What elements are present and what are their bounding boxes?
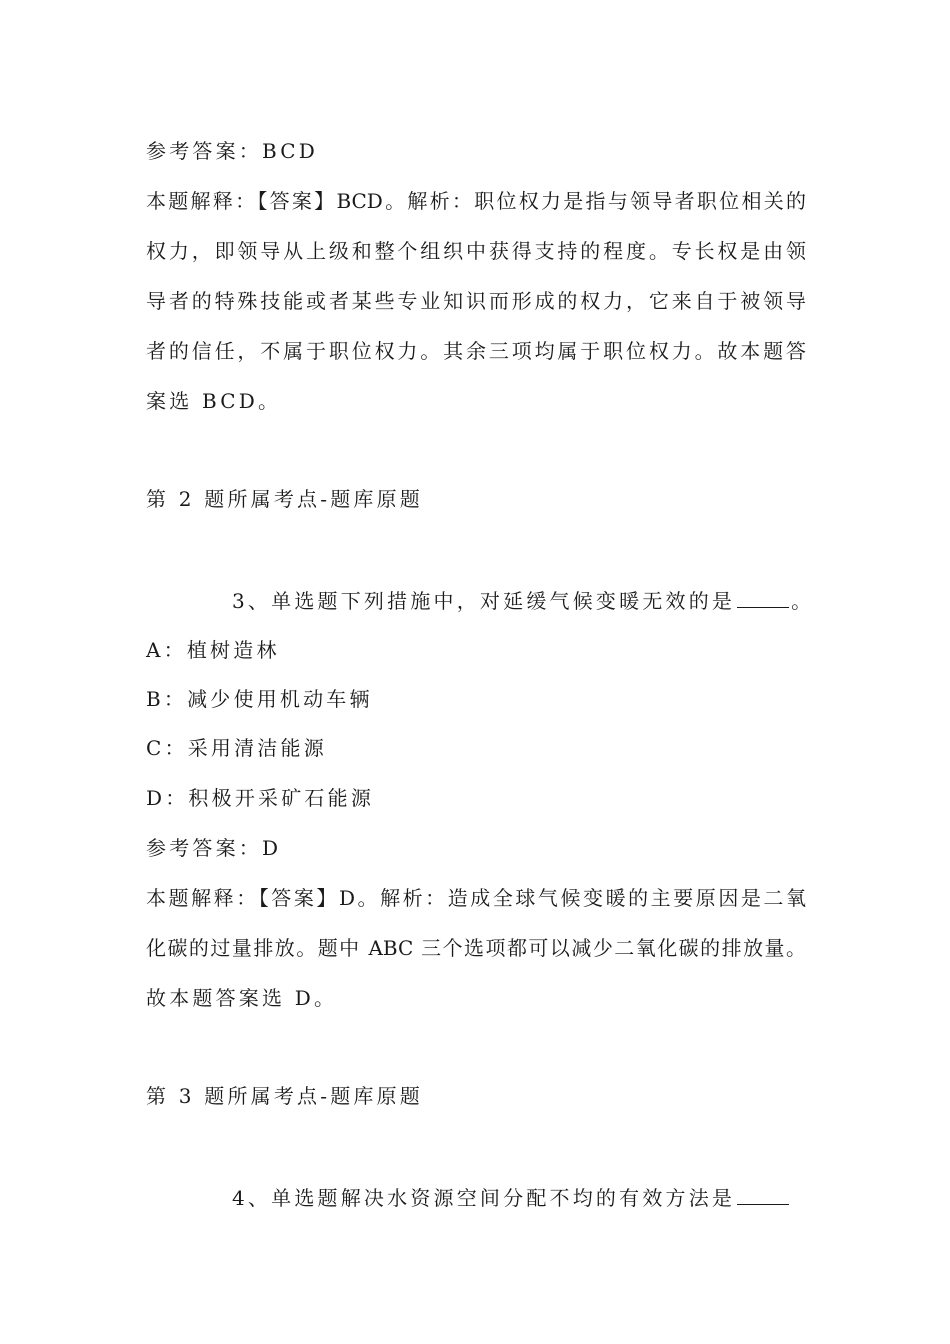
q2-explanation-line-2: 权力，即领导从上级和整个组织中获得支持的程度。专长权是由领 (146, 239, 806, 263)
q3-topic: 第 3 题所属考点-题库原题 (146, 1084, 423, 1108)
q2-answer: 参考答案：BCD (146, 139, 319, 163)
q3-stem-end: 。 (791, 589, 815, 613)
q2-explanation-line-5: 案选 BCD。 (146, 389, 282, 413)
q3-explanation-line-3: 故本题答案选 D。 (146, 986, 338, 1010)
q3-option-d: D：积极开采矿石能源 (146, 786, 375, 810)
q2-topic: 第 2 题所属考点-题库原题 (146, 487, 423, 511)
q3-explanation-line-2: 化碳的过量排放。题中 ABC 三个选项都可以减少二氧化碳的排放量。 (146, 936, 806, 960)
q3-option-b: B：减少使用机动车辆 (146, 687, 373, 711)
q2-explanation-line-4: 者的信任，不属于职位权力。其余三项均属于职位权力。故本题答 (146, 339, 806, 363)
q3-answer-blank (737, 589, 789, 608)
q3-option-a: A：植树造林 (146, 638, 280, 662)
q2-explanation-line-1: 本题解释：【答案】BCD。解析：职位权力是指与领导者职位相关的 (146, 189, 806, 213)
q4-stem-text: 4、单选题解决水资源空间分配不均的有效方法是 (232, 1186, 736, 1210)
q3-explanation-line-1: 本题解释：【答案】D。解析：造成全球气候变暖的主要原因是二氧 (146, 886, 806, 910)
q3-stem-text: 3、单选题下列措施中，对延缓气候变暖无效的是 (232, 589, 736, 613)
q2-explanation-line-3: 导者的特殊技能或者某些专业知识而形成的权力，它来自于被领导 (146, 289, 806, 313)
q4-stem (232, 1184, 791, 1212)
q3-stem (232, 587, 814, 615)
q3-option-c: C：采用清洁能源 (146, 736, 327, 760)
q3-answer: 参考答案：D (146, 836, 282, 860)
q4-answer-blank (737, 1186, 789, 1205)
